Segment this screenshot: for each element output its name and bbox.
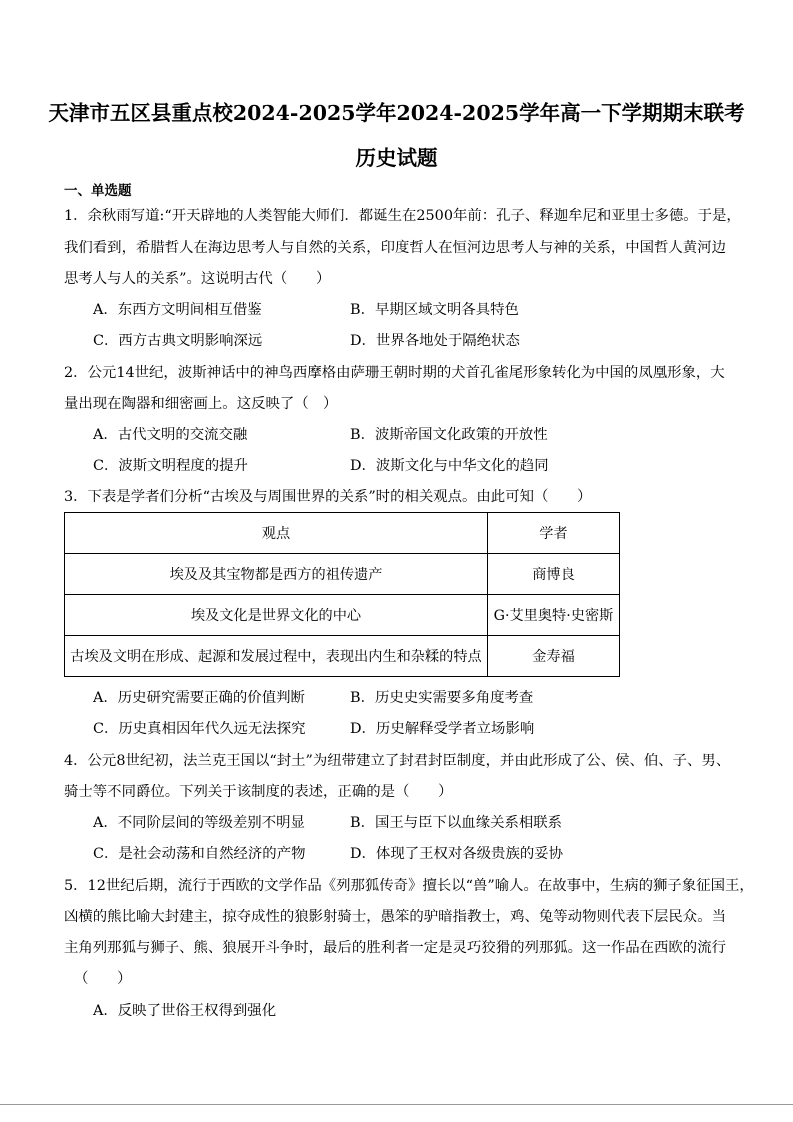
page-bottom-divider (0, 1104, 793, 1105)
section-heading: 一、单选题 (64, 183, 132, 199)
table-row (65, 636, 620, 677)
q4-option-d[interactable]: D．体现了王权对各级贵族的妥协 (350, 846, 564, 862)
q1-option-b[interactable]: B．早期区域文明各具特色 (350, 302, 519, 318)
question-2-line-2: 量出现在陶器和细密画上。这反映了（ ） (64, 396, 338, 412)
q1-option-d[interactable]: D．世界各地处于隔绝状态 (350, 333, 520, 349)
question-5-line-1: 5．12世纪后期，流行于西欧的文学作品《列那狐传奇》擅长以“兽”喻人。在故事中，生病的狮子象征国王， (64, 878, 754, 894)
table-cell-viewpoint: 埃及及其宝物都是西方的祖传遗产 (65, 554, 488, 595)
question-2-line-1: 2．公元14世纪，波斯神话中的神鸟西摩格由萨珊王朝时期的犬首孔雀尾形象转化为中国的凤凰形象，大 (64, 365, 725, 381)
table-cell-viewpoint: 埃及文化是世界文化的中心 (65, 595, 488, 636)
q4-option-b[interactable]: B．国王与臣下以血缘关系相联系 (350, 815, 563, 831)
table-header-viewpoint: 观点 (65, 513, 488, 554)
question-5-line-3: 主角列那狐与狮子、熊、狼展开斗争时，最后的胜利者一定是灵巧狡猾的列那狐。这一作品在西欧的流行 (64, 940, 726, 956)
table-row (65, 554, 620, 595)
question-3-line-1: 3．下表是学者们分析“古埃及与周围世界的关系”时的相关观点。由此可知（ ） (64, 489, 592, 505)
exam-subject: 历史试题 (355, 146, 438, 170)
table-cell-scholar: 商博良 (488, 554, 620, 595)
q2-option-d[interactable]: D．波斯文化与中华文化的趋同 (350, 458, 549, 474)
q3-option-d[interactable]: D．历史解释受学者立场影响 (350, 721, 535, 737)
question-4-line-1: 4．公元8世纪初，法兰克王国以“封土”为纽带建立了封君封臣制度，并由此形成了公、侯、伯、子、男、 (64, 753, 731, 769)
question-5-line-4: （ ） (74, 971, 132, 987)
q2-option-b[interactable]: B．波斯帝国文化政策的开放性 (350, 427, 548, 443)
q4-option-c[interactable]: C．是社会动荡和自然经济的产物 (93, 846, 306, 862)
table-header-row (65, 513, 620, 554)
q5-option-a[interactable]: A．反映了世俗王权得到强化 (93, 1003, 277, 1019)
table-cell-scholar: 金寿福 (488, 636, 620, 677)
table-row (65, 595, 620, 636)
q3-option-a[interactable]: A．历史研究需要正确的价值判断 (93, 690, 305, 706)
q1-option-a[interactable]: A．东西方文明间相互借鉴 (93, 302, 262, 318)
exam-title: 天津市五区县重点校2024-2025学年2024-2025学年高一下学期期末联考 (48, 101, 745, 125)
question-1-line-3: 思考人与人的关系”。这说明古代（ ） (64, 271, 331, 287)
question-1-line-1: 1．余秋雨写道:“开天辟地的人类智能大师们．都诞生在2500年前：孔子、释迦牟尼和亚里士多德。于是， (64, 208, 741, 224)
question-5-line-2: 凶横的熊比喻大封建主，掠夺成性的狼影射骑士，愚笨的驴暗指教士，鸡、兔等动物则代表下层民众。当 (64, 909, 726, 925)
table-cell-viewpoint: 古埃及文明在形成、起源和发展过程中，表现出内生和杂糅的特点 (65, 636, 488, 677)
table-cell-scholar: G·艾里奥特·史密斯 (488, 595, 620, 636)
q3-option-c[interactable]: C．历史真相因年代久远无法探究 (93, 721, 306, 737)
q2-option-c[interactable]: C．波斯文明程度的提升 (93, 458, 248, 474)
question-1-line-2: 我们看到，希腊哲人在海边思考人与自然的关系，印度哲人在恒河边思考人与神的关系，中国哲人黄河边 (64, 240, 726, 256)
q1-option-c[interactable]: C．西方古典文明影响深远 (93, 333, 263, 349)
q3-option-b[interactable]: B．历史史实需要多角度考查 (350, 690, 534, 706)
viewpoints-table (64, 512, 620, 677)
table-header-scholar: 学者 (488, 513, 620, 554)
q4-option-a[interactable]: A．不同阶层间的等级差别不明显 (93, 815, 305, 831)
question-4-line-2: 骑士等不同爵位。下列关于该制度的表述，正确的是（ ） (64, 784, 453, 800)
q2-option-a[interactable]: A．古代文明的交流交融 (93, 427, 248, 443)
